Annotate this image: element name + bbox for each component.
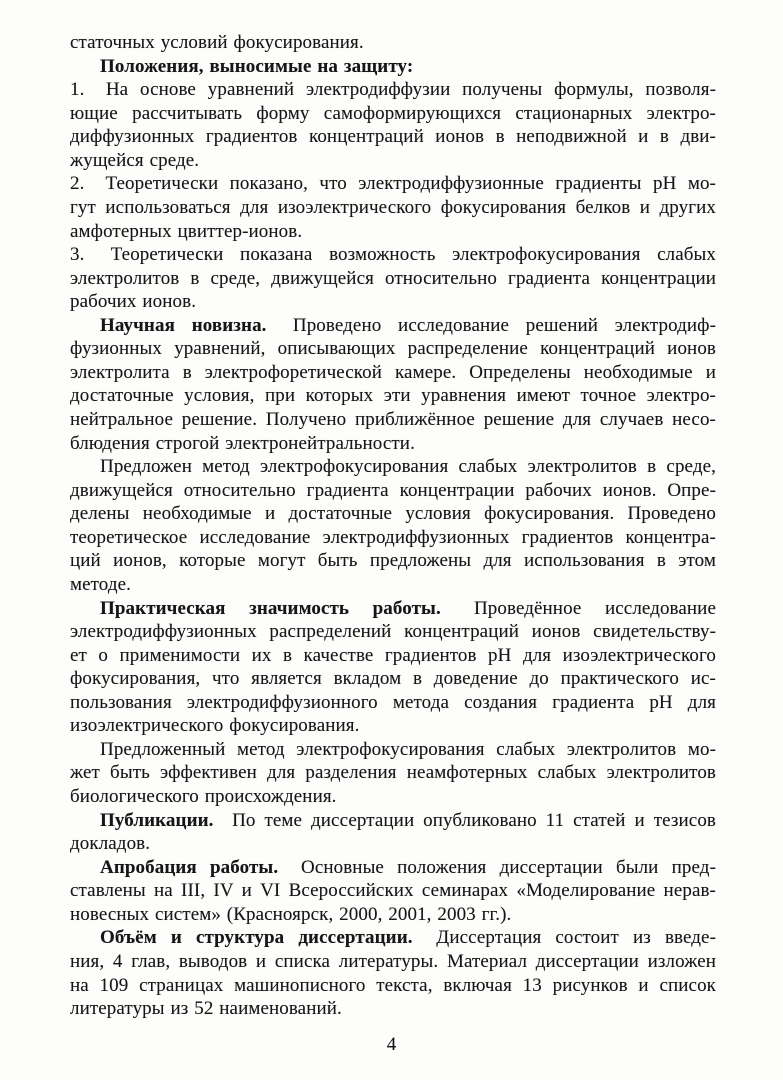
- paragraph-thesis-point-1: [70, 78, 716, 172]
- text-line: [70, 55, 716, 79]
- body-text: 1. На основе уравнений электродиффузии получены формулы, позволя-: [70, 79, 716, 101]
- body-text: электролитов в среде, движущейся относительно градиента концентрации: [70, 267, 716, 289]
- text-line: [70, 573, 716, 597]
- text-line: [70, 172, 716, 196]
- text-line: [70, 997, 716, 1021]
- text-line: [70, 785, 716, 809]
- paragraph-heading-defended-provisions: [70, 55, 716, 79]
- body-text: По теме диссертации опубликовано 11 статей и тезисов: [213, 809, 716, 831]
- paragraph-scientific-novelty: [70, 314, 716, 455]
- body-text: электролита в электрофоретической камере. Определены необходимые и: [70, 361, 716, 383]
- text-line: [70, 974, 716, 998]
- body-text: гут использоваться для изоэлектрического фокусирования белков и других: [70, 196, 716, 218]
- text-line: [70, 243, 716, 267]
- text-line: [70, 738, 716, 762]
- body-text: движущейся относительно градиента концентрации рабочих ионов. Опре-: [70, 479, 716, 501]
- paragraph-continued-paragraph: [70, 31, 716, 55]
- text-line: [70, 502, 716, 526]
- text-line: [70, 432, 716, 456]
- body-text: Предложенный метод электрофокусирования слабых электролитов мо-: [100, 738, 716, 760]
- body-text: фузионных уравнений, описывающих распределение концентраций ионов: [70, 338, 716, 360]
- body-text: диффузионных градиентов концентраций ионов в неподвижной и в дви-: [70, 126, 716, 148]
- paragraph-practical-significance: [70, 597, 716, 738]
- body-text: Предложен метод электрофокусирования слабых электролитов в среде,: [100, 456, 716, 478]
- body-text: докладов.: [70, 833, 151, 855]
- paragraph-volume-and-structure: [70, 926, 716, 1020]
- body-text: Проведено исследование решений электродиф-: [266, 314, 716, 336]
- page-number: 4: [386, 1034, 397, 1055]
- text-line: [70, 809, 716, 833]
- text-line: [70, 31, 716, 55]
- text-line: [70, 879, 716, 903]
- body-text: жет быть эффективен для разделения неамфотерных слабых электролитов: [70, 762, 716, 784]
- body-text: на 109 страницах машинописного текста, включая 13 рисунков и список: [70, 974, 716, 996]
- body-text: Проведённое исследование: [440, 597, 716, 619]
- body-text: ставлены на III, IV и VI Всероссийских семинарах «Моделирование нерав-: [70, 880, 716, 902]
- bold-heading-text: Публикации.: [100, 809, 214, 831]
- text-line: [70, 761, 716, 785]
- paragraph-proposed-method: [70, 455, 716, 596]
- page-text: [70, 31, 716, 1021]
- text-line: [70, 644, 716, 668]
- text-line: [70, 549, 716, 573]
- body-text: амфотерных цвиттер-ионов.: [70, 220, 303, 242]
- paragraph-publications: [70, 809, 716, 856]
- text-line: [70, 314, 716, 338]
- text-line: [70, 408, 716, 432]
- text-line: [70, 926, 716, 950]
- text-line: [70, 597, 716, 621]
- text-line: [70, 691, 716, 715]
- text-line: [70, 125, 716, 149]
- text-line: [70, 455, 716, 479]
- text-line: [70, 950, 716, 974]
- body-text: ет о применимости их в качестве градиентов рН для изоэлектрического: [70, 644, 716, 666]
- body-text: ния, 4 глав, выводов и списка литературы. Материал диссертации изложен: [70, 950, 716, 972]
- paragraph-method-effectiveness: [70, 738, 716, 809]
- body-text: 3. Теоретически показана возможность электрофокусирования слабых: [70, 244, 716, 266]
- paragraph-thesis-point-3: [70, 243, 716, 314]
- body-text: достаточные условия, при которых эти уравнения имеют точное электро-: [70, 385, 716, 407]
- body-text: 2. Теоретически показано, что электродиффузионные градиенты рН мо-: [70, 173, 716, 195]
- body-text: ющие рассчитывать форму самоформирующихся стационарных электро-: [70, 102, 716, 124]
- body-text: жущейся среде.: [70, 149, 200, 171]
- paragraph-approbation: [70, 856, 716, 927]
- body-text: нейтральное решение. Получено приближённое решение для случаев несо-: [70, 409, 716, 430]
- bold-heading-text: Практическая значимость работы.: [100, 597, 441, 619]
- body-text: рабочих ионов.: [70, 291, 197, 313]
- text-line: [70, 832, 716, 856]
- text-line: [70, 714, 716, 738]
- paragraph-thesis-point-2: [70, 172, 716, 243]
- bold-heading-text: Апробация работы.: [100, 856, 279, 878]
- text-line: [70, 267, 716, 291]
- body-text: изоэлектрического фокусирования.: [70, 715, 360, 737]
- body-text: новесных систем» (Красноярск, 2000, 2001, 2003 гг.).: [70, 903, 512, 925]
- body-text: фокусирования, что является вкладом в доведение до практического ис-: [70, 668, 716, 690]
- text-line: [70, 149, 716, 173]
- body-text: пользования электродиффузионного метода создания градиента рН для: [70, 691, 716, 713]
- text-line: [70, 290, 716, 314]
- bold-heading-text: Научная новизна.: [100, 314, 267, 336]
- body-text: литературы из 52 наименований.: [70, 998, 342, 1020]
- text-line: [70, 220, 716, 244]
- text-line: [70, 903, 716, 927]
- body-text: Основные положения диссертации были пред-: [278, 856, 716, 878]
- body-text: ций ионов, которые могут быть предложены для использования в этом: [70, 550, 716, 572]
- text-line: [70, 196, 716, 220]
- text-line: [70, 856, 716, 880]
- body-text: делены необходимые и достаточные условия фокусирования. Проведено: [70, 503, 716, 525]
- bold-heading-text: Положения, выносимые на защиту:: [100, 55, 414, 77]
- text-line: [70, 667, 716, 691]
- text-line: [70, 361, 716, 385]
- text-line: [70, 384, 716, 408]
- text-line: [70, 620, 716, 644]
- text-line: [70, 479, 716, 503]
- bold-heading-text: Объём и структура диссертации.: [100, 927, 413, 949]
- body-text: электродиффузионных распределений концентраций ионов свидетельству-: [70, 621, 716, 643]
- body-text: статочных условий фокусирования.: [70, 32, 364, 53]
- body-text: блюдения строгой электронейтральности.: [70, 432, 415, 454]
- body-text: теоретическое исследование электродиффузионных градиентов концентра-: [70, 526, 716, 548]
- text-line: [70, 78, 716, 102]
- text-line: [70, 102, 716, 126]
- text-line: [70, 337, 716, 361]
- body-text: биологического происхождения.: [70, 786, 337, 807]
- body-text: методе.: [70, 573, 132, 595]
- body-text: Диссертация состоит из введе-: [412, 927, 716, 949]
- text-line: [70, 526, 716, 550]
